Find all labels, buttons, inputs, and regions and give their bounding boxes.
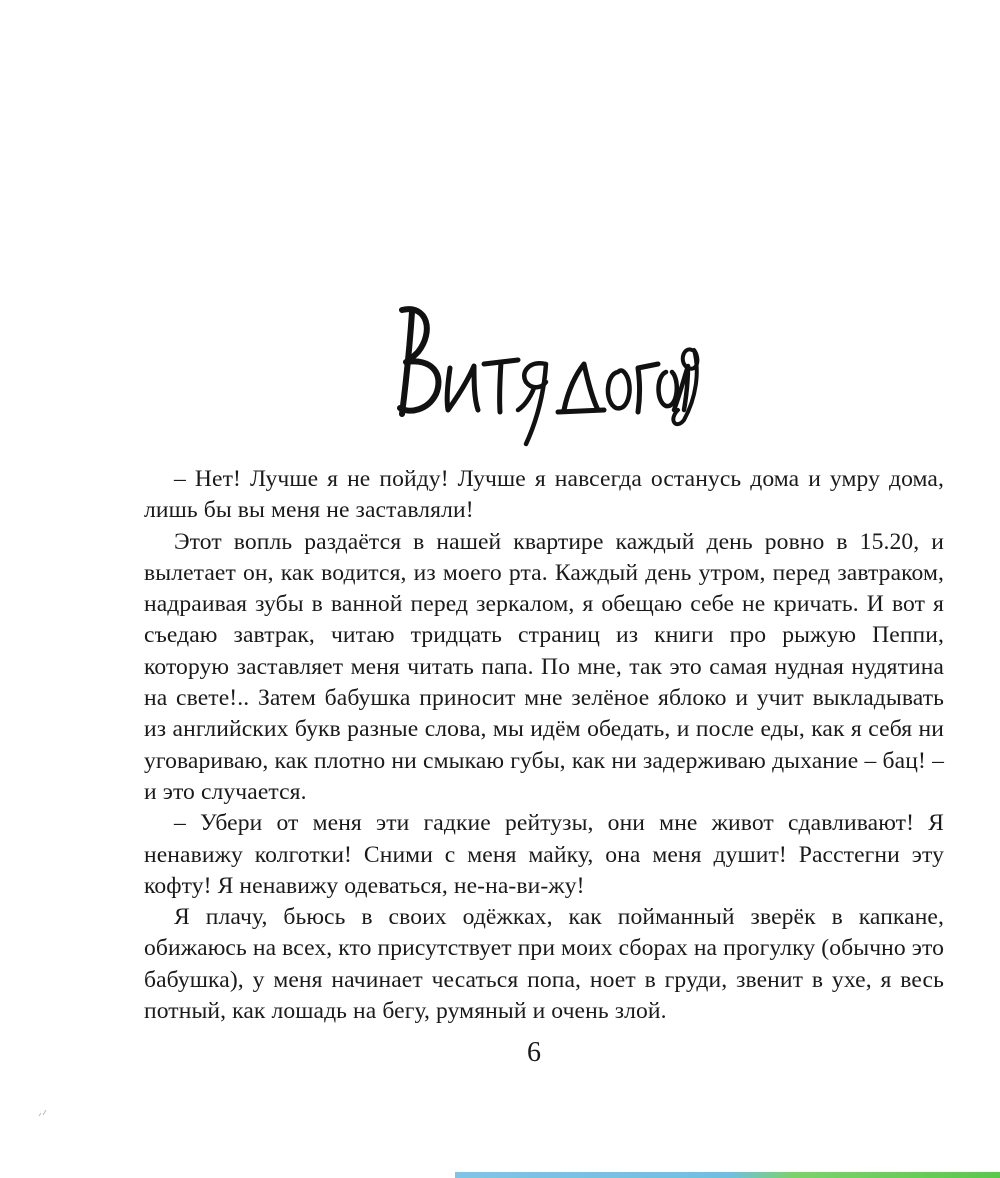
paragraph-2: Этот вопль раздаётся в нашей квартире каждый день ровно в 15.20, и вылетает он, как водится, из моего рта. Каждый день утром, перед завтраком, надраивая зубы в ванной перед зеркалом, я обещаю себе не кричать. И вот я съедаю завтрак, читаю тридцать страниц из книги про рыжую Пеппи, которую заставляет меня читать папа. По мне, так это самая нудная нудятина на свете!.. Затем бабушка приносит мне зелёное яблоко и учит выкладывать из английских букв разные слова, мы идём обедать, и после еды, как я себя ни уговариваю, как плотно ни смыкаю губы, как ни задерживаю дыхание – бац! – и это случается. bbox=[144, 528, 944, 805]
paragraph-3: – Убери от меня эти гадкие рейтузы, они мне живот сдавливают! Я ненавижу колготки! Сними с меня майку, она меня душит! Расстегни эту кофту! Я ненавижу одеваться, не-на-ви-жу! bbox=[144, 810, 944, 899]
color-strip bbox=[455, 1172, 1000, 1178]
chapter-title-handwritten bbox=[388, 302, 700, 448]
paragraph-4: Я плачу, бьюсь в своих одёжках, как пойманный зверёк в капкане, обижаюсь на всех, кто присутствует при моих сборах на прогулку (обычно это бабушка), у меня начинает чесаться попа, ноет в груди, звенит в ухе, я весь потный, как лошадь на бегу, румяный и очень злой. bbox=[144, 904, 945, 1025]
scan-speck bbox=[38, 1104, 48, 1112]
page-number: 6 bbox=[527, 1037, 541, 1068]
paragraph-1: – Нет! Лучше я не пойду! Лучше я навсегда останусь дома и умру дома, лишь бы вы меня не заставляли! bbox=[144, 466, 944, 524]
body-text bbox=[144, 464, 944, 1027]
